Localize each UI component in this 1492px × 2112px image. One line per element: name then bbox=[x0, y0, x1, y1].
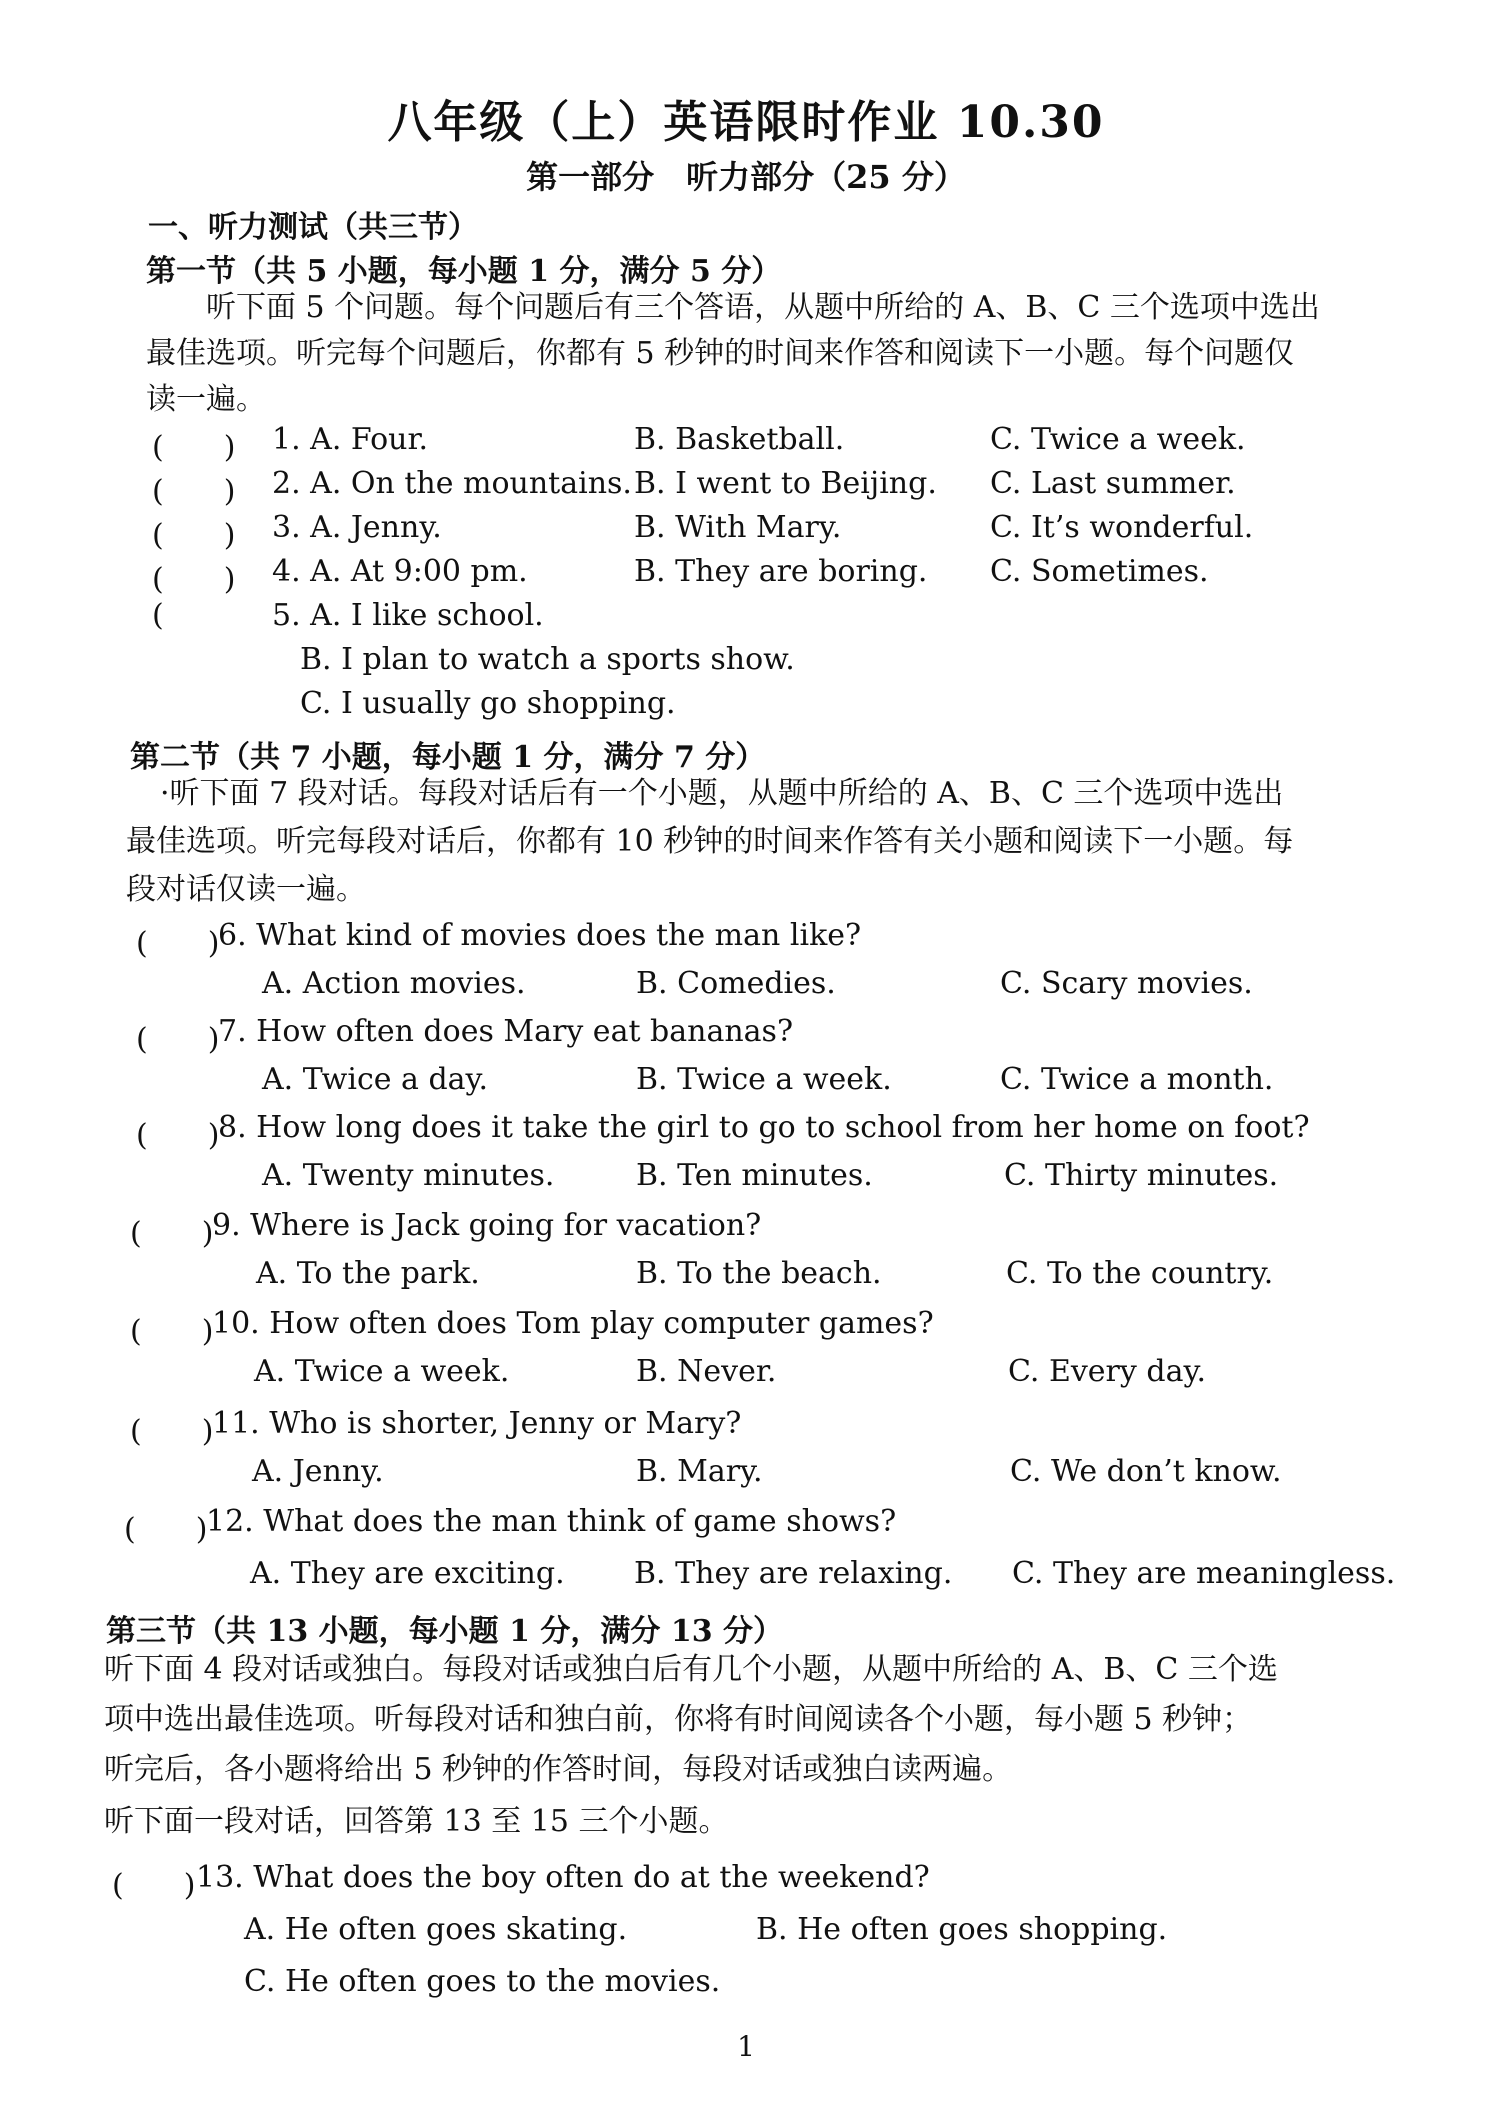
section1-instruction-1: 听下面 5 个问题。每个问题后有三个答语，从题中所给的 A、B、C 三个选项中选出 bbox=[146, 290, 1320, 325]
section1-instruction-2: 最佳选项。听完每个问题后，你都有 5 秒钟的时间来作答和阅读下一小题。每个问题仅 bbox=[146, 336, 1295, 371]
q13-option-b: B. He often goes shopping. bbox=[756, 1912, 1168, 1947]
answer-blank-11[interactable]: ( ) bbox=[130, 1414, 214, 1449]
q4-option-c: C. Sometimes. bbox=[990, 554, 1209, 589]
page-number: 1 bbox=[737, 2030, 755, 2063]
answer-blank-4[interactable]: ( ) bbox=[152, 562, 236, 597]
q10-option-b: B. Never. bbox=[636, 1354, 777, 1389]
q5-option-b: B. I plan to watch a sports show. bbox=[300, 642, 795, 677]
q3-option-b: B. With Mary. bbox=[634, 510, 842, 545]
q8-option-c: C. Thirty minutes. bbox=[1004, 1158, 1279, 1193]
q8-option-a: A. Twenty minutes. bbox=[262, 1158, 555, 1193]
question-9: 9. Where is Jack going for vacation? bbox=[212, 1208, 762, 1243]
answer-blank-3[interactable]: ( ) bbox=[152, 518, 236, 553]
section1-heading: 第一节（共 5 小题，每小题 1 分，满分 5 分） bbox=[146, 254, 782, 289]
q1-option-c: C. Twice a week. bbox=[990, 422, 1246, 457]
q7-option-c: C. Twice a month. bbox=[1000, 1062, 1274, 1097]
q12-option-b: B. They are relaxing. bbox=[634, 1556, 953, 1591]
question-6: 6. What kind of movies does the man like? bbox=[218, 918, 862, 953]
answer-blank-7[interactable]: ( ) bbox=[136, 1022, 220, 1057]
q10-option-a: A. Twice a week. bbox=[254, 1354, 510, 1389]
q12-option-c: C. They are meaningless. bbox=[1012, 1556, 1396, 1591]
answer-blank-13[interactable]: ( ) bbox=[112, 1868, 196, 1903]
section1-instruction-3: 读一遍。 bbox=[146, 382, 266, 417]
q7-option-b: B. Twice a week. bbox=[636, 1062, 892, 1097]
answer-blank-2[interactable]: ( ) bbox=[152, 474, 236, 509]
q2-option-b: B. I went to Beijing. bbox=[634, 466, 937, 501]
page-subtitle: 第一部分 听力部分（25 分） bbox=[526, 158, 966, 196]
q1-option-a: 1. A. Four. bbox=[272, 422, 429, 457]
q6-option-c: C. Scary movies. bbox=[1000, 966, 1253, 1001]
q11-option-a: A. Jenny. bbox=[252, 1454, 384, 1489]
q5-option-a: 5. A. I like school. bbox=[272, 598, 544, 633]
q6-option-a: A. Action movies. bbox=[262, 966, 526, 1001]
answer-blank-12[interactable]: ( ) bbox=[124, 1512, 208, 1547]
section3-instruction-3: 听完后，各小题将给出 5 秒钟的作答时间，每段对话或独白读两遍。 bbox=[104, 1752, 1013, 1787]
q12-option-a: A. They are exciting. bbox=[250, 1556, 565, 1591]
question-10: 10. How often does Tom play computer games? bbox=[212, 1306, 934, 1341]
q10-option-c: C. Every day. bbox=[1008, 1354, 1206, 1389]
q2-option-a: 2. A. On the mountains. bbox=[272, 466, 632, 501]
q4-option-a: 4. A. At 9:00 pm. bbox=[272, 554, 528, 589]
q13-option-a: A. He often goes skating. bbox=[244, 1912, 628, 1947]
answer-blank-10[interactable]: ( ) bbox=[130, 1314, 214, 1349]
answer-blank-9[interactable]: ( ) bbox=[130, 1216, 214, 1251]
section3-heading: 第三节（共 13 小题，每小题 1 分，满分 13 分） bbox=[106, 1614, 784, 1649]
page-title: 八年级（上）英语限时作业 10.30 bbox=[387, 97, 1105, 148]
question-12: 12. What does the man think of game shows? bbox=[206, 1504, 897, 1539]
section2-heading: 第二节（共 7 小题，每小题 1 分，满分 7 分） bbox=[130, 740, 766, 775]
part1-heading: 一、听力测试（共三节） bbox=[148, 210, 478, 245]
q7-option-a: A. Twice a day. bbox=[262, 1062, 489, 1097]
section2-instruction-3: 段对话仅读一遍。 bbox=[126, 872, 366, 907]
section2-instruction-2: 最佳选项。听完每段对话后，你都有 10 秒钟的时间来作答有关小题和阅读下一小题。每 bbox=[126, 824, 1294, 859]
section3-dialog-intro: 听下面一段对话，回答第 13 至 15 三个小题。 bbox=[104, 1804, 729, 1839]
question-11: 11. Who is shorter, Jenny or Mary? bbox=[212, 1406, 742, 1441]
q4-option-b: B. They are boring. bbox=[634, 554, 928, 589]
q3-option-c: C. It’s wonderful. bbox=[990, 510, 1254, 545]
section3-instruction-2: 项中选出最佳选项。听每段对话和独白前，你将有时间阅读各个小题，每小题 5 秒钟； bbox=[104, 1702, 1253, 1737]
answer-blank-1[interactable]: ( ) bbox=[152, 430, 236, 465]
section2-instruction-1: ·听下面 7 段对话。每段对话后有一个小题，从题中所给的 A、B、C 三个选项中选出 bbox=[160, 776, 1284, 811]
q11-option-b: B. Mary. bbox=[636, 1454, 763, 1489]
answer-blank-8[interactable]: ( ) bbox=[136, 1118, 220, 1153]
answer-blank-5[interactable]: ( bbox=[152, 598, 164, 633]
q6-option-b: B. Comedies. bbox=[636, 966, 836, 1001]
q2-option-c: C. Last summer. bbox=[990, 466, 1236, 501]
question-13: 13. What does the boy often do at the weekend? bbox=[196, 1860, 930, 1895]
q5-option-c: C. I usually go shopping. bbox=[300, 686, 676, 721]
q13-option-c: C. He often goes to the movies. bbox=[244, 1964, 721, 1999]
q9-option-b: B. To the beach. bbox=[636, 1256, 882, 1291]
q9-option-c: C. To the country. bbox=[1006, 1256, 1274, 1291]
q9-option-a: A. To the park. bbox=[256, 1256, 480, 1291]
q1-option-b: B. Basketball. bbox=[634, 422, 845, 457]
section3-instruction-1: 听下面 4 段对话或独白。每段对话或独白后有几个小题，从题中所给的 A、B、C 三个选 bbox=[104, 1652, 1278, 1687]
question-8: 8. How long does it take the girl to go to school from her home on foot? bbox=[218, 1110, 1310, 1145]
q3-option-a: 3. A. Jenny. bbox=[272, 510, 442, 545]
question-7: 7. How often does Mary eat bananas? bbox=[218, 1014, 794, 1049]
q8-option-b: B. Ten minutes. bbox=[636, 1158, 873, 1193]
answer-blank-6[interactable]: ( ) bbox=[136, 926, 220, 961]
q11-option-c: C. We don’t know. bbox=[1010, 1454, 1282, 1489]
